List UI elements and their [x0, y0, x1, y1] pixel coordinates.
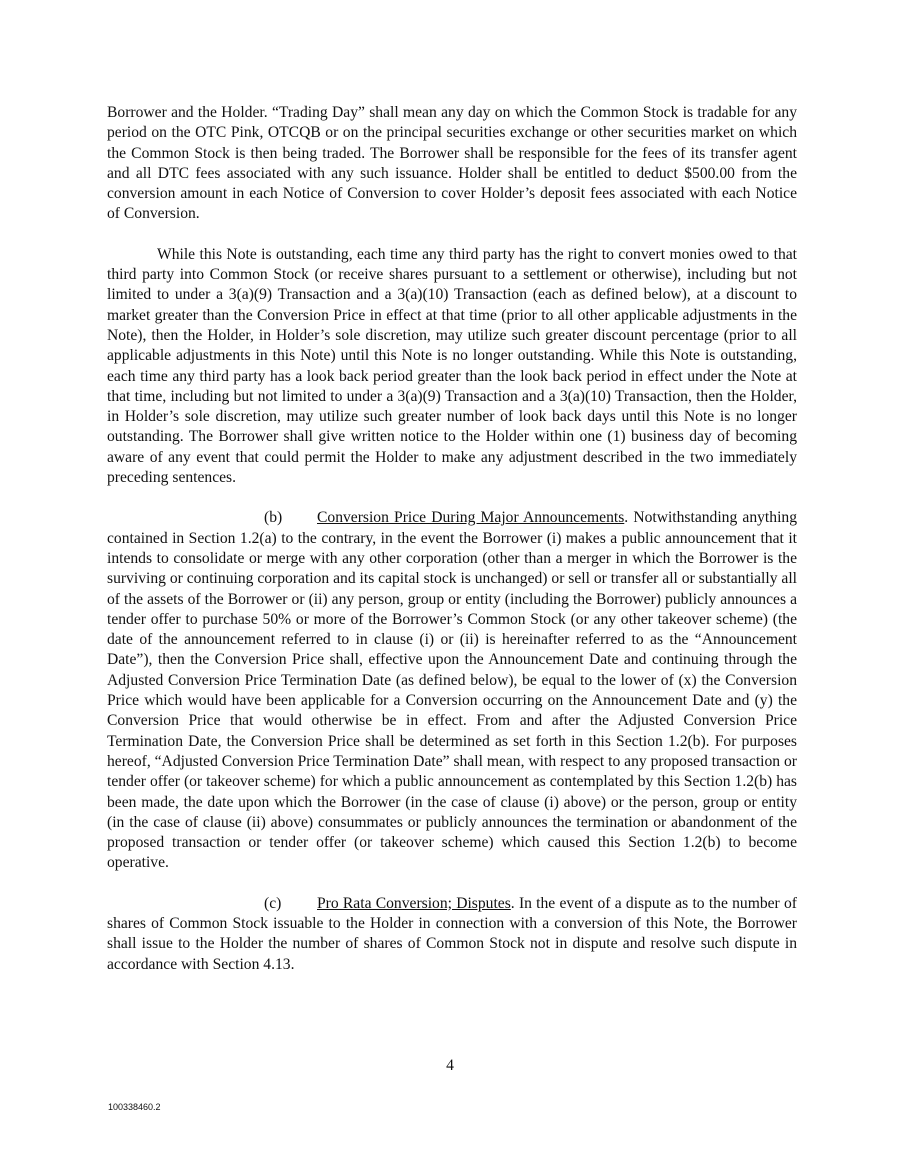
- section-b-letter: (b): [264, 509, 283, 527]
- section-c-body: . In the event of a dispute as to the number of shares of Common Stock issuable to the Holder in connection with a conversion of this Note, the Borrower shall issue to the Holder the number of shares of Common Stock not in dispute and resolve such dispute in accordance with Section 4.13.: [107, 894, 797, 973]
- section-b-body: . Notwithstanding anything contained in Section 1.2(a) to the contrary, in the event the Borrower (i) makes a public announcement that it intends to consolidate or merge with any other corporation (other than a merger in which the Borrower is the surviving or continuing corporation and its capital stock is unchanged) or sell or transfer all or substantially all of the assets of the Borrower or (ii) any person, group or entity (including the Borrower) publicly announces a tender offer to purchase 50% or more of the Borrower’s Common Stock (or any other takeover scheme) (the date of the announcement referred to in clause (i) or (ii) is hereinafter referred to as the “Announcement Date”), then the Conversion Price shall, effective upon the Announcement Date and continuing through the Adjusted Conversion Price Termination Date (as defined below), be equal to the lower of (x) the Conversion Price which would have been applicable for a Conversion occurring on the Announcement Date and (y) the Conversion Price that would otherwise be in effect. From and after the Adjusted Conversion Price Termination Date, the Conversion Price shall be determined as set forth in this Section 1.2(b). For purposes hereof, “Adjusted Conversion Price Termination Date” shall mean, with respect to any proposed transaction or tender offer (or takeover scheme) for which a public announcement as contemplated by this Section 1.2(b) has been made, the date upon which the Borrower (in the case of clause (i) above) or the person, group or entity (in the case of clause (ii) above) consummates or publicly announces the termination or abandonment of the proposed transaction or tender offer (or takeover scheme) which caused this Section 1.2(b) to become operative.: [107, 509, 797, 872]
- section-c-letter: (c): [264, 894, 282, 912]
- document-page: [107, 103, 797, 995]
- section-c-heading: Pro Rata Conversion; Disputes: [317, 894, 511, 912]
- page-number: 4: [446, 1057, 454, 1074]
- document-id: 100338460.2: [108, 1102, 161, 1112]
- section-b: [107, 508, 797, 873]
- section-c: [107, 894, 797, 975]
- paragraph-third-party-discount: While this Note is outstanding, each time any third party has the right to convert monies owed to that third party into Common Stock (or receive shares pursuant to a settlement or otherwise), including but not limited to under a 3(a)(9) Transaction and a 3(a)(10) Transaction (each as defined below), at a discount to market greater than the Conversion Price in effect at that time (prior to all other applicable adjustments in the Note), then the Holder, in Holder’s sole discretion, may utilize such greater discount percentage (prior to all applicable adjustments in this Note) until this Note is no longer outstanding. While this Note is outstanding, each time any third party has a look back period greater than the look back period in effect under the Note at that time, including but not limited to under a 3(a)(9) Transaction and a 3(a)(10) Transaction, then the Holder, in Holder’s sole discretion, may utilize such greater number of look back days until this Note is no longer outstanding. The Borrower shall give written notice to the Holder within one (1) business day of becoming aware of any event that could permit the Holder to make any adjustment described in the two immediately preceding sentences.: [107, 245, 797, 487]
- section-b-heading: Conversion Price During Major Announcements: [317, 509, 625, 527]
- paragraph-trading-day: Borrower and the Holder. “Trading Day” shall mean any day on which the Common Stock is tradable for any period on the OTC Pink, OTCQB or on the principal securities exchange or other securities market on which the Common Stock is then being traded. The Borrower shall be responsible for the fees of its transfer agent and all DTC fees associated with any such issuance. Holder shall be entitled to deduct $500.00 from the conversion amount in each Notice of Conversion to cover Holder’s deposit fees associated with each Notice of Conversion.: [107, 104, 797, 223]
